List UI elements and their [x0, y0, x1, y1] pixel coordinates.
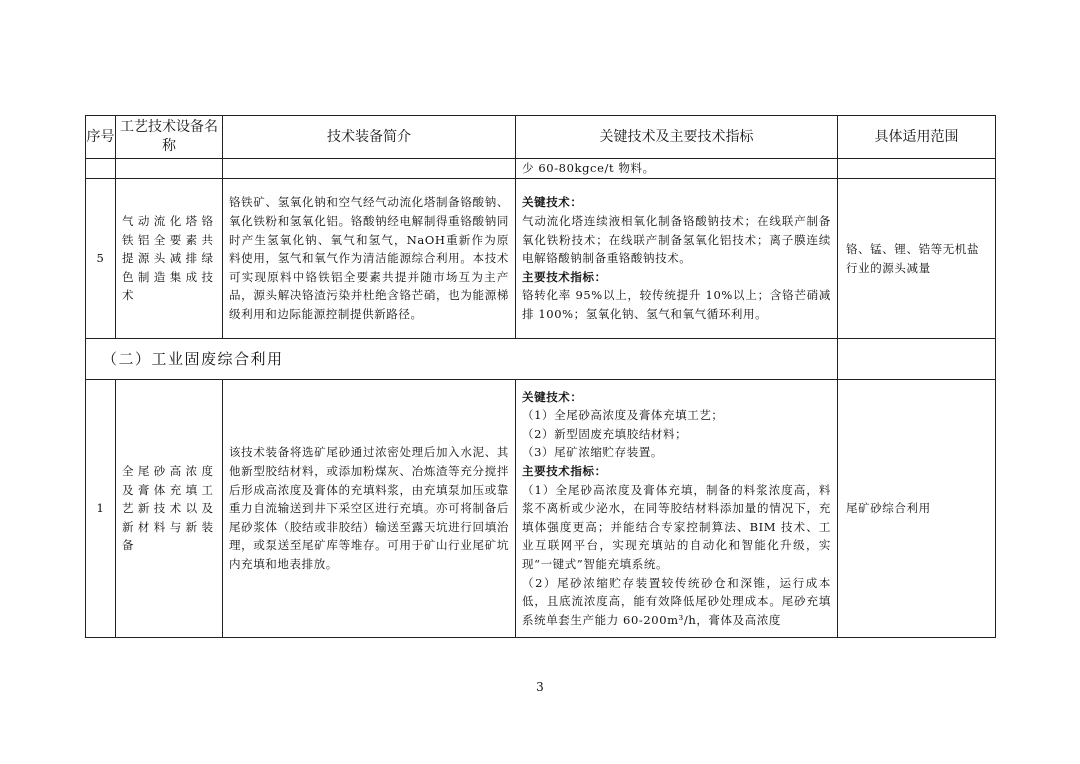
page-number: 3	[536, 680, 544, 694]
application-scope: 尾矿砂综合利用	[838, 380, 996, 638]
header-application-scope: 具体适用范围	[838, 116, 996, 159]
key-tech-text: 气动流化塔连续液相氧化制备铬酸钠技术；在线联产制备氧化铁粉技术；在线联产制备氢氧化铝技术；离子膜连续电解铬酸钠制备重铬酸钠技术。	[522, 214, 831, 266]
indicator-item: （2）尾砂浓缩贮存装置较传统砂仓和深锥，运行成本低，且底流浓度高，能有效降低尾砂处理成本。尾砂充填系统单套生产能力 60-200m³/h，膏体及高浓度	[522, 575, 831, 627]
header-technology-name: 工艺技术设备名称	[116, 116, 223, 159]
key-tech-item: （1）全尾砂高浓度及膏体充填工艺；	[522, 408, 724, 423]
table-row-continuation	[86, 159, 996, 179]
indicators-label: 主要技术指标：	[522, 464, 607, 479]
key-tech-item: （3）尾矿浓缩贮存装置。	[522, 445, 664, 460]
key-tech-label: 关键技术：	[522, 195, 583, 210]
section-row	[86, 339, 996, 380]
row-number: 5	[86, 179, 116, 339]
section-title: （二）工业固废综合利用	[86, 339, 838, 380]
row-number: 1	[86, 380, 116, 638]
header-serial-number: 序号	[86, 116, 116, 159]
equipment-intro: 铬铁矿、氢氧化钠和空气经气动流化塔制备铬酸钠、氧化铁粉和氢氧化铝。铬酸钠经电解制得重铬酸钠同时产生氢氧化钠、氧气和氢气，NaOH重新作为原料使用，氢气和氧气作为清洁能源综合利用。本技术可实现原料中铬铁铝全要素共提并随市场互为主产品，源头解决铬渣污染并杜绝含铬芒硝，也为能源梯级利用和边际能源控制提供新路径。	[223, 179, 516, 339]
technology-name: 气动流化塔铬铁铝全要素共提源头减排绿色制造集成技术	[116, 179, 223, 339]
technology-catalog-table	[85, 115, 996, 638]
table-row	[86, 179, 996, 339]
indicator-item: （1）全尾砂高浓度及膏体充填，制备的料浆浓度高，料浆不离析或少泌水，在同等胶结材料添加量的情况下，充填体强度更高；并能结合专家控制算法、BIM 技术、工业互联网平台，实现充填站的自动化和智能化升级，实现“一键式”智能充填系统。	[522, 482, 831, 571]
key-technology	[516, 179, 838, 339]
header-key-technology: 关键技术及主要技术指标	[516, 116, 838, 159]
equipment-intro: 该技术装备将选矿尾砂通过浓密处理后加入水泥、其他新型胶结材料，或添加粉煤灰、冶炼渣等充分搅拌后形成高浓度及膏体的充填料浆，由充填泵加压或靠重力自流输送到井下采空区进行充填。亦可将制备后尾砂浆体（胶结或非胶结）输送至露天坑进行回填治理，或泵送至尾矿库等堆存。可用于矿山行业尾矿坑内充填和地表排放。	[223, 380, 516, 638]
technology-name: 全尾砂高浓度及膏体充填工艺新技术以及新材料与新装备	[116, 380, 223, 638]
key-technology	[516, 380, 838, 638]
table-header-row	[86, 116, 996, 159]
application-scope: 铬、锰、锂、锆等无机盐行业的源头减量	[838, 179, 996, 339]
table-row	[86, 380, 996, 638]
indicators-text: 铬转化率 95%以上，较传统提升 10%以上；含铬芒硝减排 100%；氢氧化钠、氢气和氧气循环利用。	[522, 288, 831, 321]
header-equipment-intro: 技术装备简介	[223, 116, 516, 159]
continuation-text: 少 60-80kgce/t 物料。	[516, 159, 838, 179]
key-tech-label: 关键技术：	[522, 389, 583, 404]
indicators-label: 主要技术指标：	[522, 269, 607, 284]
key-tech-item: （2）新型固废充填胶结材料；	[522, 426, 688, 441]
